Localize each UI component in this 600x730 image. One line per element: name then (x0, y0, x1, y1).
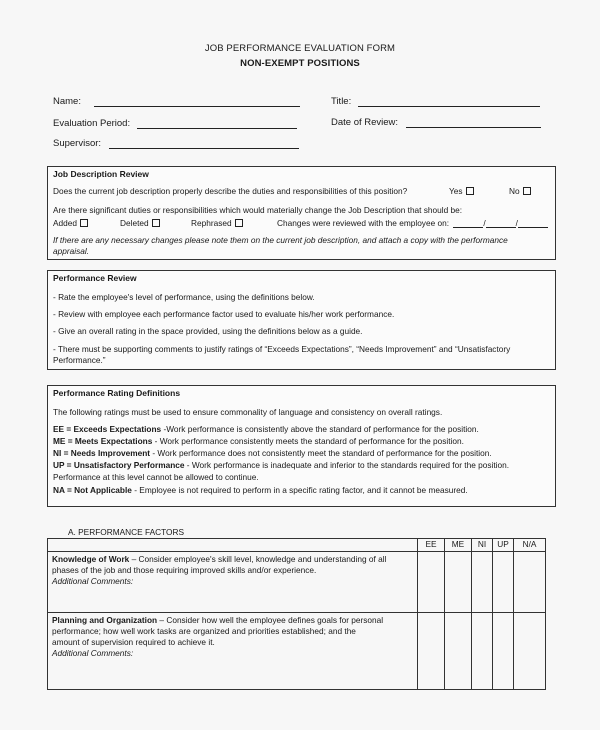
factor-desc: – Consider employee's skill level, knowledge and understanding of all (129, 554, 387, 564)
rating-term: NA = Not Applicable (53, 485, 132, 495)
evaluation-period-input-line[interactable] (137, 118, 297, 129)
name-label: Name: (53, 96, 81, 107)
no-label: No (509, 186, 520, 196)
rating-term: ME = Meets Expectations (53, 436, 153, 446)
rating-term: NI = Needs Improvement (53, 448, 151, 458)
factor-desc: phases of the job and those requiring improved skills and/or experience. (52, 565, 317, 575)
performance-review-item: - Review with employee each performance factor used to evaluate his/her work performance. (53, 309, 395, 319)
performance-review-heading: Performance Review (53, 273, 137, 283)
factor-name: Knowledge of Work (52, 554, 130, 564)
changes-reviewed-field (277, 218, 548, 228)
factor-planning-and-organization (48, 613, 418, 690)
factor-desc: amount of supervision required to achieve it. (52, 637, 215, 647)
added-label: Added (53, 218, 77, 228)
evaluation-period-field (53, 118, 297, 129)
col-up: UP (493, 539, 514, 552)
date-separator: / (483, 218, 486, 228)
rephrased-checkbox[interactable] (235, 219, 243, 227)
supervisor-field (53, 138, 299, 149)
yes-label: Yes (449, 186, 463, 196)
performance-review-item: - There must be supporting comments to justify ratings of “Exceeds Expectations”, “Needs Improvement” and “Unsatisfactory (53, 344, 511, 354)
job-description-review-section (47, 166, 556, 260)
factor-knowledge-of-work (48, 552, 418, 613)
title-input-line[interactable] (358, 96, 540, 107)
table-header-row (48, 539, 546, 552)
rating-desc: - Work performance does not consistently meet the standard of performance for the position. (150, 448, 492, 458)
rating-desc: - Work performance is inadequate and inferior to the standards required for the position. (184, 460, 510, 470)
table-row (48, 552, 546, 613)
rating-definitions-intro: The following ratings must be used to ensure commonality of language and consistency on overall ratings. (53, 407, 443, 417)
factor-desc: – Consider how well the employee defines goals for personal (157, 615, 384, 625)
rating-cell-ni[interactable] (472, 552, 493, 613)
date-of-review-input-line[interactable] (406, 117, 541, 128)
rating-cell-na[interactable] (514, 613, 546, 690)
name-input-line[interactable] (94, 96, 300, 107)
changes-reviewed-label: Changes were reviewed with the employee on: (277, 218, 450, 228)
date-of-review-field (331, 117, 541, 128)
col-na: N/A (514, 539, 546, 552)
job-description-question-text: Does the current job description properly describe the duties and responsibilities of this position? (53, 186, 408, 196)
job-description-review-heading: Job Description Review (53, 169, 149, 179)
rating-cell-ni[interactable] (472, 613, 493, 690)
date-of-review-label: Date of Review: (331, 117, 399, 128)
rating-cell-na[interactable] (514, 552, 546, 613)
yes-checkbox[interactable] (466, 187, 474, 195)
rephrased-label: Rephrased (191, 218, 232, 228)
rating-term: EE = Exceeds Expectations (53, 424, 162, 434)
supervisor-label: Supervisor: (53, 138, 102, 149)
col-ee: EE (418, 539, 445, 552)
performance-review-section (47, 270, 556, 370)
performance-factors-label: A. PERFORMANCE FACTORS (68, 527, 185, 537)
rating-desc: - Employee is not required to perform in a specific rating factor, and it cannot be measured. (131, 485, 468, 495)
review-year-line[interactable] (515, 218, 548, 228)
added-option[interactable] (53, 218, 88, 228)
rating-definition-up-cont (53, 472, 259, 482)
performance-review-item: - Give an overall rating in the space provided, using the definitions below as a guide. (53, 326, 363, 336)
rating-cell-ee[interactable] (418, 552, 445, 613)
factor-name: Planning and Organization (52, 615, 158, 625)
supervisor-input-line[interactable] (109, 138, 299, 149)
performance-factors-table (47, 538, 546, 690)
rating-desc: - Work performance consistently meets the standard of performance for the position. (152, 436, 464, 446)
job-description-question (53, 186, 407, 196)
additional-comments-label: Additional Comments: (52, 648, 134, 658)
title-field (331, 96, 540, 107)
name-field (53, 96, 300, 107)
rating-desc: -Work performance is consistently above the standard of performance for the position. (161, 424, 479, 434)
rating-cell-me[interactable] (445, 552, 472, 613)
no-option[interactable] (509, 186, 531, 196)
rating-definition-na (53, 485, 468, 495)
performance-review-item: - Rate the employee's level of performance, using the definitions below. (53, 292, 315, 302)
rating-definitions-section (47, 385, 556, 507)
duties-question: Are there significant duties or responsibilities which would materially change the Job Description that should be: (53, 205, 463, 215)
col-ni: NI (472, 539, 493, 552)
rating-cell-me[interactable] (445, 613, 472, 690)
rating-cell-up[interactable] (493, 552, 514, 613)
no-checkbox[interactable] (523, 187, 531, 195)
form-title: JOB PERFORMANCE EVALUATION FORM (204, 43, 396, 54)
attach-note-line2: appraisal. (53, 246, 89, 256)
form-subtitle: NON-EXEMPT POSITIONS (240, 58, 360, 69)
rating-definition-ee (53, 424, 479, 434)
factor-desc: performance; how well work tasks are organized and priorities established; and the (52, 626, 356, 636)
factor-header-cell (48, 539, 418, 552)
title-label: Title: (331, 96, 352, 107)
rating-definition-ni (53, 448, 492, 458)
attach-note-line1: If there are any necessary changes please note them on the current job description, and attach a copy with the performance (53, 235, 508, 245)
evaluation-period-label: Evaluation Period: (53, 118, 131, 129)
deleted-checkbox[interactable] (152, 219, 160, 227)
rating-term: UP = Unsatisfactory Performance (53, 460, 185, 470)
added-checkbox[interactable] (80, 219, 88, 227)
rating-desc: Performance at this level cannot be allowed to continue. (53, 472, 259, 482)
performance-review-item: Performance.” (53, 355, 106, 365)
additional-comments-label: Additional Comments: (52, 576, 134, 586)
deleted-option[interactable] (120, 218, 160, 228)
review-month-line[interactable] (453, 218, 486, 228)
col-me: ME (445, 539, 472, 552)
deleted-label: Deleted (120, 218, 149, 228)
table-row (48, 613, 546, 690)
rephrased-option[interactable] (191, 218, 243, 228)
rating-definition-up (53, 460, 509, 470)
review-day-line[interactable] (486, 219, 516, 228)
date-separator: / (515, 218, 518, 228)
rating-cell-ee[interactable] (418, 613, 445, 690)
yes-option[interactable] (449, 186, 474, 196)
rating-definition-me (53, 436, 464, 446)
rating-cell-up[interactable] (493, 613, 514, 690)
rating-definitions-heading: Performance Rating Definitions (53, 388, 181, 398)
